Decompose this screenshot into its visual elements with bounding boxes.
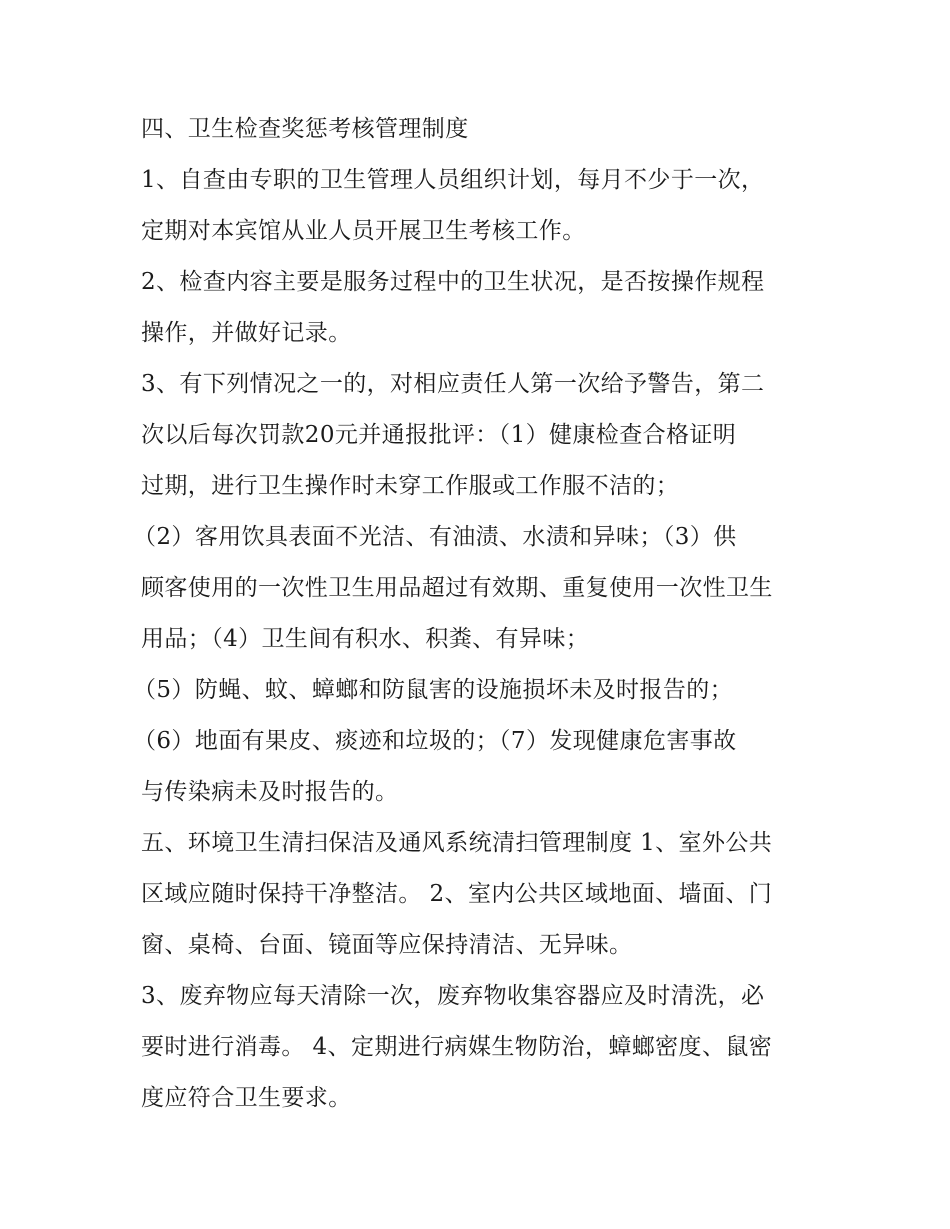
text-line: 次以后每次罚款20元并通报批评：（1）健康检查合格证明	[141, 422, 737, 448]
text-line: 操作，并做好记录。	[141, 320, 352, 346]
text-line: 过期，进行卫生操作时未穿工作服或工作服不洁的；	[141, 473, 680, 499]
text-line: 2、检查内容主要是服务过程中的卫生状况，是否按操作规程	[141, 269, 765, 295]
text-line: 窗、桌椅、台面、镜面等应保持清洁、无异味。	[141, 932, 633, 958]
text-line: 顾客使用的一次性卫生用品超过有效期、重复使用一次性卫生	[141, 575, 773, 601]
text-line: （2）客用饮具表面不光洁、有油渍、水渍和异味；（3）供	[133, 524, 737, 550]
text-line: （6）地面有果皮、痰迹和垃圾的；（7）发现健康危害事故	[133, 728, 737, 754]
section-heading-5: 五、环境卫生清扫保洁及通风系统清扫管理制度 1、室外公共	[141, 830, 773, 856]
text-line: 区域应随时保持干净整洁。 2、室内公共区域地面、墙面、门	[141, 881, 773, 907]
text-line: 3、有下列情况之一的，对相应责任人第一次给予警告，第二	[141, 371, 765, 397]
text-line: 1、自查由专职的卫生管理人员组织计划，每月不少于一次，	[141, 167, 765, 193]
text-line: 与传染病未及时报告的。	[141, 779, 399, 805]
document-body	[133, 104, 821, 1124]
text-line: （5）防蝇、蚊、蟑螂和防鼠害的设施损坏未及时报告的；	[133, 677, 734, 703]
text-line: 要时进行消毒。 4、定期进行病媒生物防治，蟑螂密度、鼠密	[141, 1034, 773, 1060]
text-line: 定期对本宾馆从业人员开展卫生考核工作。	[141, 218, 586, 244]
text-line: 度应符合卫生要求。	[141, 1085, 352, 1111]
section-heading-4: 四、卫生检查奖惩考核管理制度	[141, 116, 469, 142]
text-line: 用品；（4）卫生间有积水、积粪、有异味；	[141, 626, 590, 652]
text-line: 3、废弃物应每天清除一次，废弃物收集容器应及时清洗，必	[141, 983, 765, 1009]
